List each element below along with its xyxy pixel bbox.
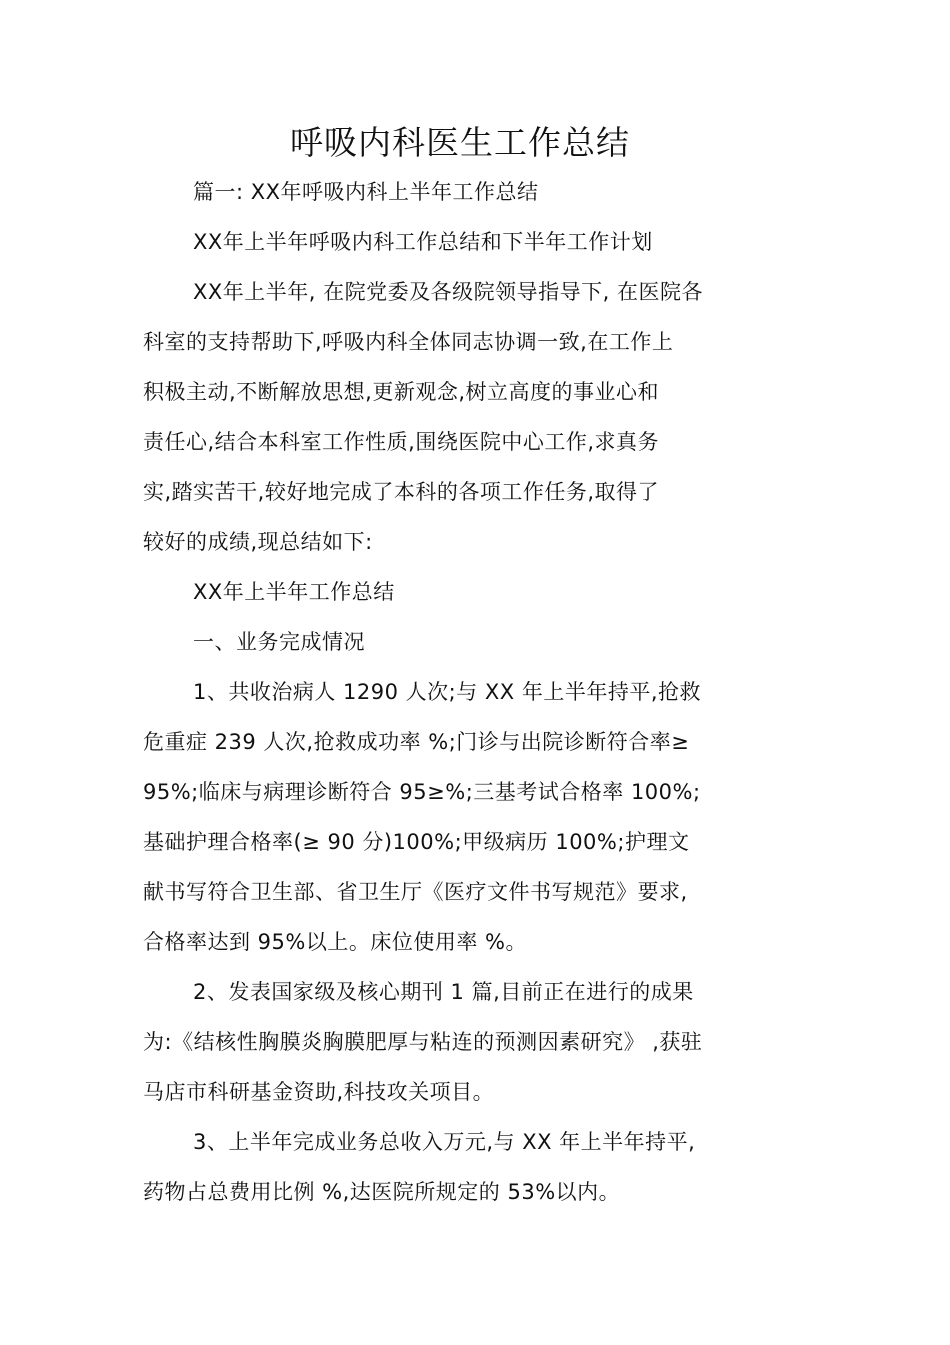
paragraph-line: 为:《结核性胸膜炎胸膜肥厚与粘连的预测因素研究》 ,获驻 (143, 1030, 703, 1054)
paragraph-line: 1、共收治病人 1290 人次;与 XX 年上半年持平,抢救 (193, 680, 702, 704)
paragraph-line: 篇一: XX年呼吸内科上半年工作总结 (193, 180, 539, 204)
paragraph-line: 献书写符合卫生部、省卫生厅《医疗文件书写规范》要求, (143, 880, 688, 904)
document-title: 呼吸内科医生工作总结 (290, 123, 630, 162)
section-heading: XX年上半年工作总结 (193, 580, 395, 604)
paragraph-line: 科室的支持帮助下,呼吸内科全体同志协调一致,在工作上 (143, 330, 674, 354)
paragraph-line: 较好的成绩,现总结如下: (143, 530, 373, 554)
paragraph-line: 药物占总费用比例 %,达医院所规定的 53%以内。 (143, 1180, 621, 1204)
paragraph-line: 合格率达到 95%以上。床位使用率 %。 (143, 930, 527, 954)
paragraph-line: 3、上半年完成业务总收入万元,与 XX 年上半年持平, (193, 1130, 696, 1154)
paragraph-line: XX年上半年, 在院党委及各级院领导指导下, 在医院各 (193, 280, 703, 304)
paragraph-line: 实,踏实苦干,较好地完成了本科的各项工作任务,取得了 (143, 480, 660, 504)
paragraph-line: 积极主动,不断解放思想,更新观念,树立高度的事业心和 (143, 380, 660, 404)
paragraph-line: 95%;临床与病理诊断符合 95≥%;三基考试合格率 100%; (143, 780, 701, 804)
paragraph-line: 基础护理合格率(≥ 90 分)100%;甲级病历 100%;护理文 (143, 830, 690, 854)
paragraph-line: 2、发表国家级及核心期刊 1 篇,目前正在进行的成果 (193, 980, 694, 1004)
paragraph-line: 危重症 239 人次,抢救成功率 %;门诊与出院诊断符合率≥ (143, 730, 690, 754)
paragraph-line: 马店市科研基金资助,科技攻关项目。 (143, 1080, 495, 1104)
paragraph-line: XX年上半年呼吸内科工作总结和下半年工作计划 (193, 230, 653, 254)
section-heading: 一、业务完成情况 (193, 630, 365, 654)
paragraph-line: 责任心,结合本科室工作性质,围绕医院中心工作,求真务 (143, 430, 660, 454)
